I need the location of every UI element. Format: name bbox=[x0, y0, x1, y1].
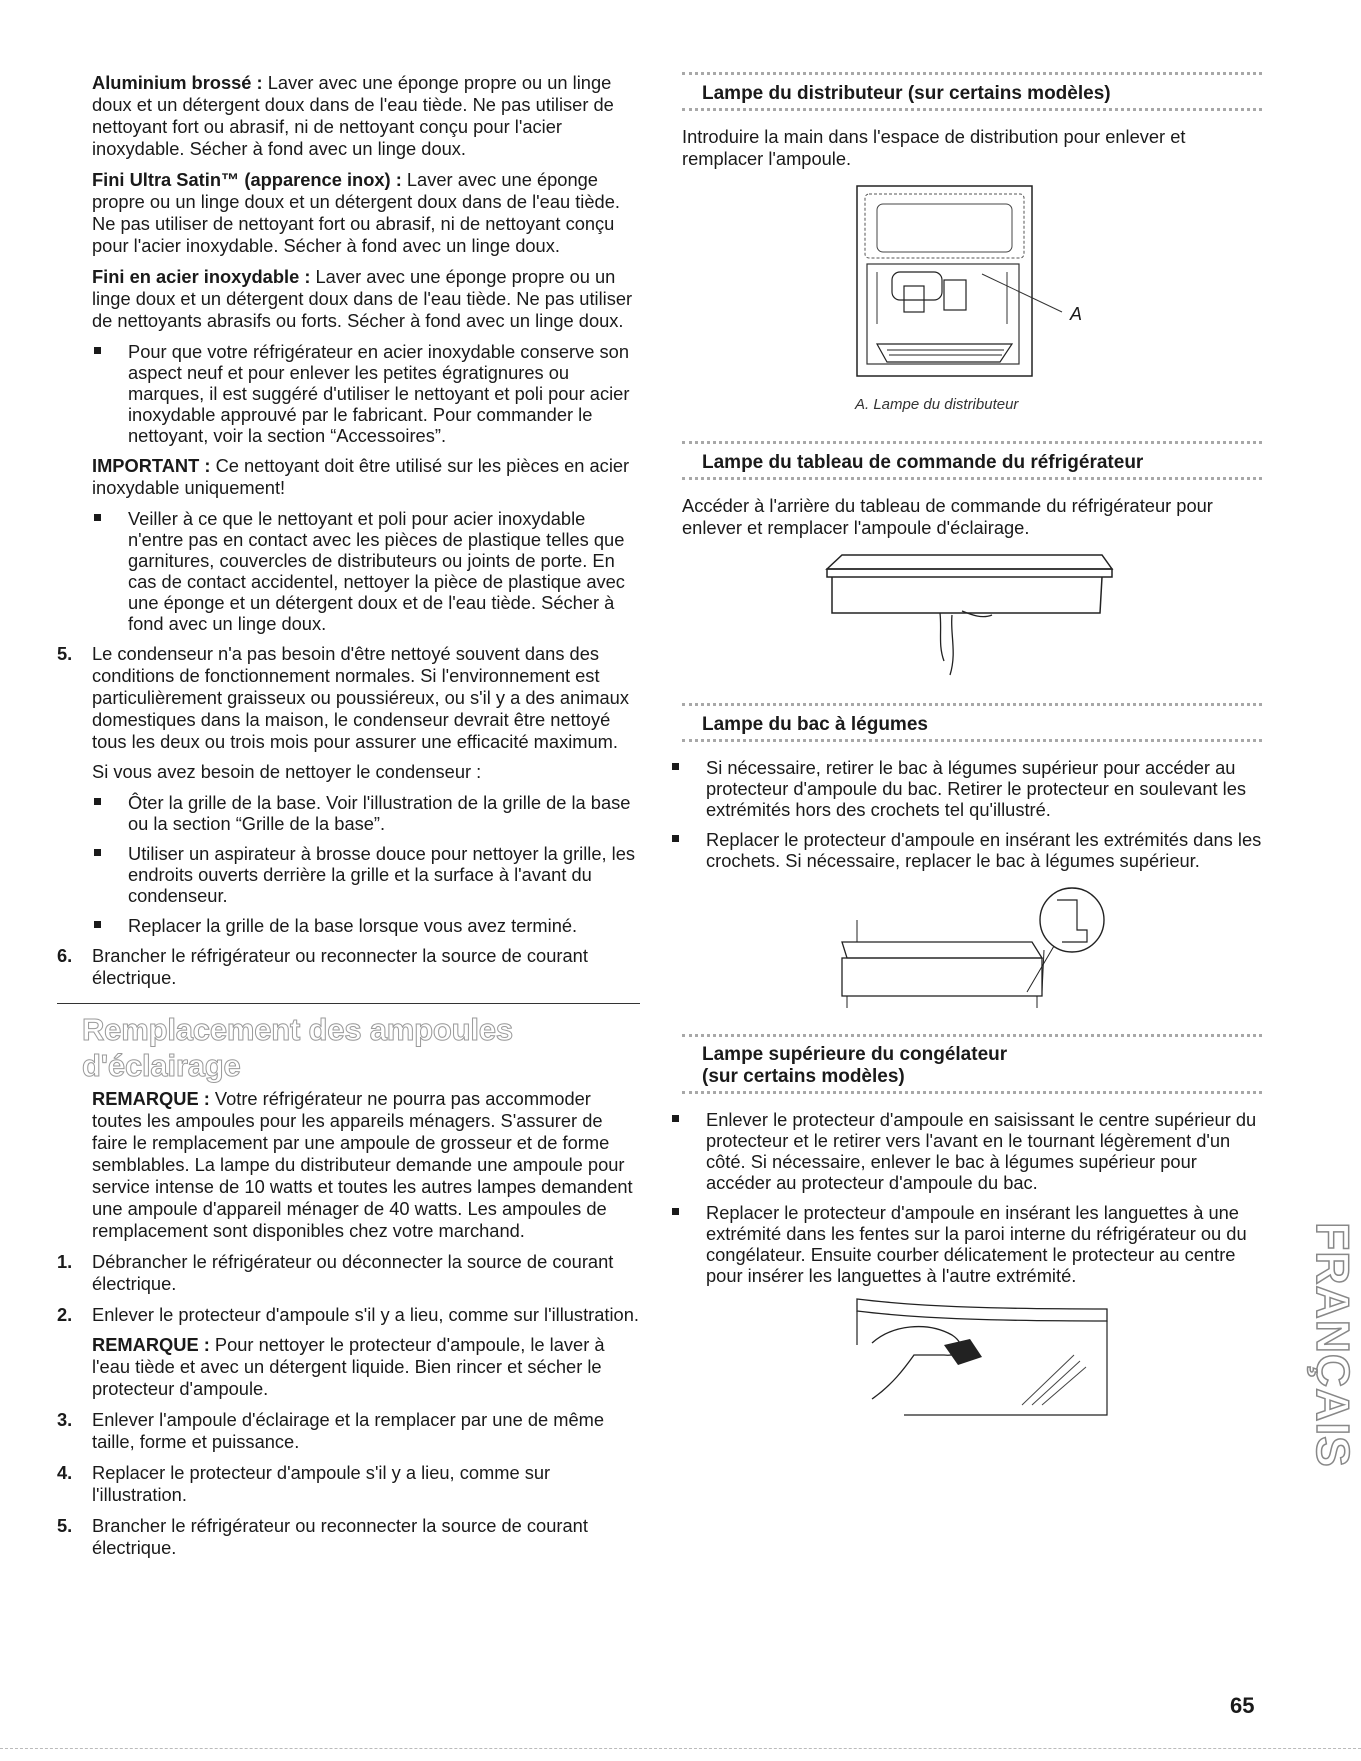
freezer-illustration bbox=[682, 1295, 1262, 1445]
section-control-panel-light bbox=[682, 441, 1262, 691]
step-1: 1. Débrancher le réfrigérateur ou déconnecter la source de courant électrique. bbox=[57, 1251, 614, 1294]
figure-caption: A. Lampe du distributeur bbox=[855, 396, 1019, 413]
steps-bulb bbox=[57, 1251, 640, 1559]
crisper-bullets bbox=[670, 757, 1262, 871]
bullet-list-plastic bbox=[92, 508, 640, 634]
right-column bbox=[682, 72, 1262, 1445]
list-item: Utiliser un aspirateur à brosse douce pour nettoyer la grille, les endroits ouverts derrière la grille et la surface à l'avant du condenseur. bbox=[92, 843, 640, 906]
list-item: Replacer le protecteur d'ampoule en insérant les extrémités dans les crochets. Si nécessaire, replacer le bac à légumes supérieur. bbox=[670, 829, 1262, 871]
step-2: 2. Enlever le protecteur d'ampoule s'il y a lieu, comme sur l'illustration. REMARQUE : Pour nettoyer le protecteur d'ampoule, le laver à l'eau tiède et avec un détergent liquide. Bien rincer et sécher le protecteur d'ampoule. bbox=[57, 1304, 639, 1399]
list-item: Replacer la grille de la base lorsque vous avez terminé. bbox=[92, 915, 640, 936]
section-heading: Lampe supérieure du congélateur (sur certains modèles) bbox=[702, 1044, 1008, 1087]
freezer-bullets bbox=[670, 1109, 1262, 1286]
list-item: Ôter la grille de la base. Voir l'illustration de la grille de la base ou la section “Grille de la base”. bbox=[92, 792, 640, 834]
section-heading: Lampe du tableau de commande du réfrigérateur bbox=[702, 452, 1144, 473]
side-tab-language: FRANÇAIS bbox=[1307, 1222, 1359, 1468]
section-crisper-light bbox=[682, 703, 1262, 1018]
list-item: Pour que votre réfrigérateur en acier inoxydable conserve son aspect neuf et pour enlever les petites égratignures ou marques, il est suggéré d'utiliser le nettoyant et poli pour acier inoxydable approuvé par le fabricant. Pour commander le nettoyant, voir la section “Accessoires”. bbox=[92, 341, 640, 446]
steps-condenser bbox=[57, 643, 640, 989]
step-3: 3. Enlever l'ampoule d'éclairage et la remplacer par une de même taille, forme et puissance. bbox=[57, 1409, 605, 1452]
control-panel-illustration bbox=[682, 553, 1262, 691]
left-column bbox=[57, 72, 640, 1568]
callout-label: A bbox=[1070, 304, 1083, 324]
section-heading: Lampe du distributeur (sur certains modèles) bbox=[702, 83, 1111, 104]
section-text: Accéder à l'arrière du tableau de commande du réfrigérateur pour enlever et remplacer l'ampoule d'éclairage. bbox=[682, 495, 1213, 538]
section-title-bulb-replacement: Remplacement des ampoules d'éclairage bbox=[82, 1012, 513, 1083]
crisper-illustration bbox=[682, 880, 1262, 1018]
dispenser-illustration bbox=[682, 184, 1262, 419]
section-dispenser-light bbox=[682, 72, 1262, 419]
step2-remarque: REMARQUE : Pour nettoyer le protecteur d'ampoule, le laver à l'eau tiède et avec un détergent liquide. Bien rincer et sécher le protecteur d'ampoule. bbox=[92, 1334, 605, 1399]
section-heading: Lampe du bac à légumes bbox=[702, 714, 928, 735]
section-divider bbox=[57, 1003, 640, 1004]
remarque-note: REMARQUE : Votre réfrigérateur ne pourra pas accommoder toutes les ampoules pour les appareils ménagers. S'assurer de faire le remplacement par une ampoule de grosseur et de forme semblables. La lampe du distributeur demande une ampoule pour service intense de 10 watts et toutes les autres lampes demandent une ampoule d'appareil ménager de 40 watts. Les ampoules de remplacement sont disponibles chez votre marchand. bbox=[92, 1088, 633, 1241]
step-4: 4. Replacer le protecteur d'ampoule s'il y a lieu, comme sur l'illustration. bbox=[57, 1462, 551, 1505]
step-5b: 5. Brancher le réfrigérateur ou reconnecter la source de courant électrique. bbox=[57, 1515, 588, 1558]
condenser-bullets bbox=[92, 792, 640, 936]
section-text: Introduire la main dans l'espace de distribution pour enlever et remplacer l'ampoule. bbox=[682, 126, 1186, 169]
list-item: Replacer le protecteur d'ampoule en insérant les languettes à une extrémité dans les fentes sur la paroi interne du réfrigérateur ou du congélateur. Ensuite courber délicatement le protecteur au centre pour insérer les languettes à l'autre extrémité. bbox=[670, 1202, 1262, 1286]
step-5: 5. Le condenseur n'a pas besoin d'être nettoyé souvent dans des conditions de fonctionnement normales. Si l'environnement est particulièrement graisseux ou poussiéreux, ou s'il y a des animaux domestiques dans la maison, le condenseur devrait être nettoyé tous les deux ou trois mois pour assurer une efficacité maximum. Si vous avez besoin de nettoyer le condenseur : Ôter la grille de la base. Voir l'illustration de la grille de la base ou la section “Grille de la base”. Utiliser un aspirateur à brosse douce pour nettoyer la grille, les endroits ouverts derrière la grille et la surface à l'avant du condenseur. Replacer la grille de la base lorsque vous avez terminé. bbox=[57, 643, 640, 936]
step-6: 6. Brancher le réfrigérateur ou reconnecter la source de courant électrique. bbox=[57, 945, 588, 988]
important-note: IMPORTANT : Ce nettoyant doit être utilisé sur les pièces en acier inoxydable uniquement! bbox=[92, 455, 630, 498]
paragraph-ultra-satin: Fini Ultra Satin™ (apparence inox) : Laver avec une éponge propre ou un linge doux et un détergent doux dans de l'eau tiède. Ne pas utiliser de nettoyant fort ou abrasif, ni de nettoyant conçu pour l'acier inoxydable. Sécher à fond avec un linge doux. bbox=[92, 169, 620, 256]
bullet-list-cleaner bbox=[92, 341, 640, 446]
paragraph-brushed-aluminum: Aluminium brossé : Laver avec une éponge propre ou un linge doux et un détergent doux dans de l'eau tiède. Ne pas utiliser de nettoyant fort ou abrasif, ni de nettoyant conçu pour l'acier inoxydable. Sécher à fond avec un linge doux. bbox=[92, 72, 614, 159]
paragraph-stainless-steel: Fini en acier inoxydable : Laver avec une éponge propre ou un linge doux et un détergent doux dans de l'eau tiède. Ne pas utiliser de nettoyants abrasifs ou forts. Sécher à fond avec un linge doux. bbox=[92, 266, 633, 331]
page-number: 65 bbox=[1230, 1693, 1255, 1718]
list-item: Si nécessaire, retirer le bac à légumes supérieur pour accéder au protecteur d'ampoule du bac. Retirer le protecteur en soulevant les extrémités hors des crochets tel qu'illustré. bbox=[670, 757, 1262, 820]
list-item: Veiller à ce que le nettoyant et poli pour acier inoxydable n'entre pas en contact avec les pièces de plastique telles que garnitures, couvercles de distributeurs ou joints de porte. En cas de contact accidentel, nettoyer la pièce de plastique avec une éponge et un détergent doux et de l'eau tiède. Sécher à fond avec un linge doux. bbox=[92, 508, 640, 634]
list-item: Enlever le protecteur d'ampoule en saisissant le centre supérieur du protecteur et le retirer vers l'avant en le tournant légèrement d'un côté. Si nécessaire, enlever le bac à légumes supérieur pour accéder au protecteur d'ampoule du bac. bbox=[670, 1109, 1262, 1193]
section-freezer-light bbox=[682, 1034, 1262, 1445]
bottom-rule bbox=[0, 1748, 1361, 1749]
